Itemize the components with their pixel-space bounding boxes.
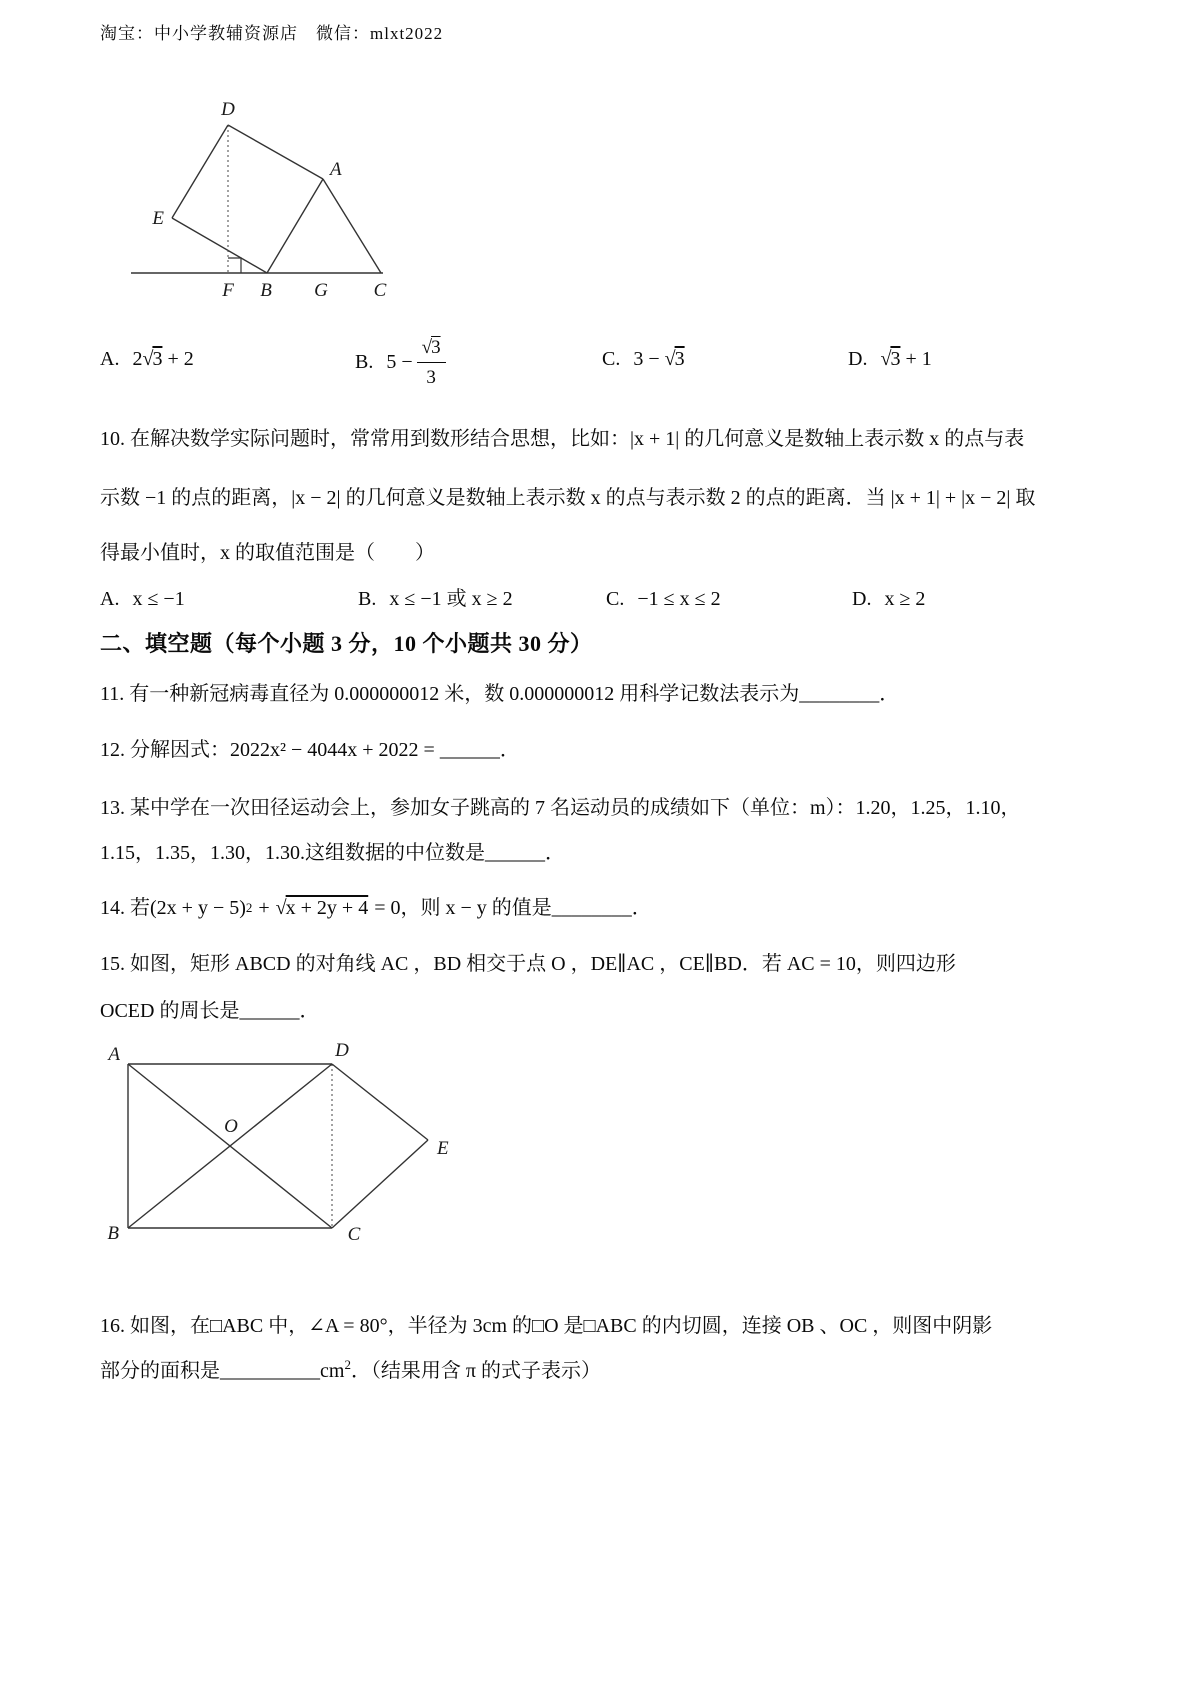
fig2-label-e: E — [437, 1138, 449, 1159]
fig2-edge-ce — [332, 1140, 428, 1228]
q14-squared-expression: (2x + y − 5) — [150, 896, 246, 919]
header-text: 淘宝：中小学教辅资源店 微信：mlxt2022 — [100, 24, 444, 43]
question-13-line-2: 1.15，1.35，1.30，1.30.这组数据的中位数是______． — [100, 842, 565, 864]
fig1-label-c: C — [373, 280, 387, 301]
q9-option-c — [602, 346, 685, 373]
fig1-label-e: E — [152, 208, 164, 229]
q14-radical-sign: √ — [275, 896, 286, 919]
q9-option-b-radicand: 3 — [431, 336, 441, 358]
q10-option-b-value: x ≤ −1 或 x ≥ 2 — [389, 588, 513, 610]
q9-option-b-label: B. — [355, 350, 374, 373]
q9-option-b-denominator: 3 — [426, 366, 436, 388]
question-14: 14. 若 (2x + y − 5) 2 + √ x + 2y + 4 = 0，则 x − y 的值是________． — [100, 888, 652, 928]
q10-option-c-value: −1 ≤ x ≤ 2 — [637, 588, 721, 610]
fig1-label-f: F — [222, 280, 234, 301]
question-16-line-1: 16. 如图，在□ABC 中，∠A = 80°，半径为 3cm 的□O 是□ABC 的内切圆，连接 OB 、OC ，则图中阴影 — [100, 1315, 993, 1337]
q9-option-a-radicand: 3 — [152, 348, 163, 370]
q9-option-d-radical-sign: √ — [880, 348, 891, 370]
q9-option-d-label: D. — [848, 348, 868, 370]
fig1-edge-eb — [172, 218, 267, 273]
fig2-label-d: D — [335, 1040, 349, 1061]
fig1-edge-da — [228, 125, 323, 179]
q10-option-a-value: x ≤ −1 — [132, 588, 185, 610]
fig1-edge-ac — [323, 179, 381, 273]
fig1-label-b: B — [260, 280, 272, 301]
fig2-label-a: A — [108, 1044, 120, 1065]
question-10-line-2: 示数 −1 的点的距离，|x − 2| 的几何意义是数轴上表示数 x 的点与表示数 2 的点的距离．当 |x + 1| + |x − 2| 取 — [100, 487, 1036, 509]
q14-plus-sign: + — [258, 896, 270, 919]
q9-option-b — [355, 318, 450, 406]
question-10-line-1: 10. 在解决数学实际问题时，常常用到数形结合思想，比如：|x + 1| 的几何意义是数轴上表示数 x 的点与表 — [100, 428, 1025, 450]
q16-cm-exponent: 2 — [344, 1357, 351, 1372]
q9-option-d — [848, 346, 932, 373]
question-15-line-1: 15. 如图，矩形 ABCD 的对角线 AC ，BD 相交于点 O ，DE∥AC ，CE∥BD．若 AC = 10，则四边形 — [100, 953, 956, 975]
q10-option-c-label: C. — [606, 588, 625, 610]
q9-option-c-label: C. — [602, 348, 621, 370]
q14-suffix: = 0，则 x − y 的值是________． — [374, 896, 652, 919]
q9-option-a-coeff: 2 — [132, 348, 143, 370]
q9-option-b-radical-sign: √ — [421, 336, 432, 358]
section-2-heading: 二、填空题（每个小题 3 分，10 个小题共 30 分） — [100, 631, 593, 656]
fig1-edge-ed — [172, 125, 228, 218]
question-13-line-1: 13. 某中学在一次田径运动会上，参加女子跳高的 7 名运动员的成绩如下（单位：m）：1.20，1.25，1.10， — [100, 797, 1021, 819]
q9-option-d-radicand: 3 — [890, 348, 901, 370]
fig1-label-d: D — [221, 99, 235, 120]
fig2-label-o: O — [224, 1116, 238, 1137]
q9-option-a — [100, 346, 194, 373]
q10-option-d — [852, 586, 925, 613]
q16-note-text: ．（结果用含 π 的式子表示） — [350, 1360, 602, 1382]
q9-option-d-tail: + 1 — [905, 348, 932, 370]
q10-option-b-label: B. — [358, 588, 377, 610]
q9-option-a-radical-sign: √ — [142, 348, 153, 370]
geometry-figure-1 — [118, 85, 403, 310]
q10-option-d-value: x ≥ 2 — [884, 588, 926, 610]
q10-option-d-label: D. — [852, 588, 872, 610]
q10-option-b — [358, 586, 513, 613]
q9-option-b-numerator — [417, 334, 446, 363]
geometry-figure-2 — [105, 1040, 475, 1255]
q14-radicand: x + 2y + 4 — [285, 896, 369, 919]
question-11: 11. 有一种新冠病毒直径为 0.000000012 米，数 0.000000012 用科学记数法表示为________． — [100, 683, 900, 705]
question-16-line-2 — [100, 1358, 601, 1385]
question-10-line-3: 得最小值时，x 的取值范围是（ ） — [100, 542, 435, 564]
q9-option-b-fraction — [417, 334, 446, 391]
q14-prefix: 14. 若 — [100, 896, 150, 919]
q9-option-b-head: 5 − — [386, 350, 413, 373]
fig1-right-angle-mark — [228, 258, 241, 273]
fig1-label-g: G — [314, 280, 328, 301]
q16-area-text: 部分的面积是__________cm — [100, 1360, 345, 1382]
question-15-line-2: OCED 的周长是______． — [100, 1000, 320, 1022]
q9-option-a-label: A. — [100, 348, 120, 370]
q9-option-c-radical-sign: √ — [664, 348, 675, 370]
question-12: 12. 分解因式：2022x² − 4044x + 2022 = ______． — [100, 739, 520, 761]
q10-option-a-label: A. — [100, 588, 120, 610]
fig2-label-c: C — [347, 1224, 361, 1245]
q9-option-c-head: 3 − — [633, 348, 660, 370]
q9-option-c-radicand: 3 — [674, 348, 685, 370]
fig1-edge-ab — [267, 179, 323, 273]
q10-option-a — [100, 586, 185, 613]
q9-option-a-tail: + 2 — [167, 348, 194, 370]
fig1-label-a: A — [330, 159, 342, 180]
fig2-edge-de — [332, 1064, 428, 1140]
q10-option-c — [606, 586, 721, 613]
fig2-label-b: B — [107, 1223, 119, 1244]
